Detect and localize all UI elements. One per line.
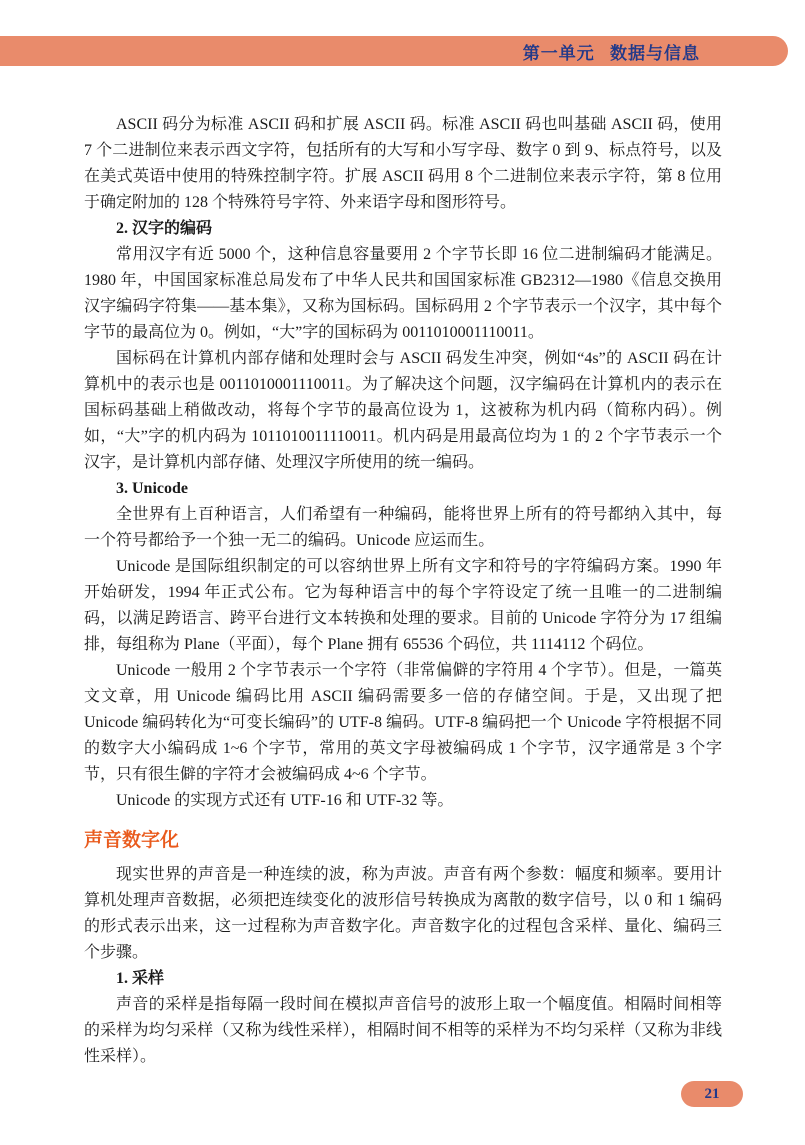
unit-label: 第一单元 <box>522 43 595 63</box>
unit-title: 数据与信息 <box>610 43 700 63</box>
paragraph-machine-code: 国标码在计算机内部存储和处理时会与 ASCII 码发生冲突，例如“4s”的 ASCII 码在计算机中的表示也是 0011010001110011。为了解决这个问题，汉字编码在计算机内的表示在国标码基础上稍做改动，将每个字节的最高位设为 1，这被称为机内码（简称内码）。例如，“大”字的机内码为 1011010011110011。机内码是用最高位均为 1 的 2 个字节表示一个汉字，是计算机内部存储、处理汉字所使用的统一编码。 <box>84 350 722 471</box>
unit-header-title <box>523 39 700 64</box>
paragraph-unicode-planes: Unicode 是国际组织制定的可以容纳世界上所有文字和符号的字符编码方案。1990 年开始研发，1994 年正式公布。它为每种语言中的每个字符设定了统一且唯一的二进制编码，以满足跨语言、跨平台进行文本转换和处理的要求。目前的 Unicode 字符分为 17 组编排，每组称为 Plane（平面），每个 Plane 拥有 65536 个码位，共 1114112 个码位。 <box>84 558 722 653</box>
paragraph-gb2312: 常用汉字有近 5000 个，这种信息容量要用 2 个字节长即 16 位二进制编码才能满足。1980 年，中国国家标准总局发布了中华人民共和国国家标准 GB2312—1980《信息交换用汉字编码字符集——基本集》，又称为国标码。国标码用 2 个字节表示一个汉字，其中每个字节的最高位为 0。例如，“大”字的国标码为 0011010001110011。 <box>84 246 722 341</box>
page-number-badge <box>681 1081 743 1107</box>
paragraph-utf16-utf32: Unicode 的实现方式还有 UTF-16 和 UTF-32 等。 <box>116 792 454 809</box>
paragraph-ascii-codes: ASCII 码分为标准 ASCII 码和扩展 ASCII 码。标准 ASCII 码也叫基础 ASCII 码，使用 7 个二进制位来表示西文字符，包括所有的大写和小写字母、数字 0 到 9、标点符号，以及在美式英语中使用的特殊控制字符。扩展 ASCII 码用 8 个二进制位来表示字符，第 8 位用于确定附加的 128 个特殊符号字符、外来语字母和图形符号。 <box>84 116 722 211</box>
paragraph-utf8: Unicode 一般用 2 个字节表示一个字符（非常偏僻的字符用 4 个字节）。但是，一篇英文文章，用 Unicode 编码比用 ASCII 编码需要多一倍的存储空间。于是，又出现了把 Unicode 编码转化为“可变长编码”的 UTF-8 编码。UTF-8 编码把一个 Unicode 字符根据不同的数字大小编码成 1~6 个字节，常用的英文字母被编码成 1 个字节，汉字通常是 3 个字节，只有很生僻的字符才会被编码成 4~6 个字节。 <box>84 662 722 783</box>
subheading-chinese-encoding: 2. 汉字的编码 <box>116 220 213 237</box>
subheading-sampling: 1. 采样 <box>116 970 165 987</box>
paragraph-unicode-intro: 全世界有上百种语言，人们希望有一种编码，能将世界上所有的符号都纳入其中，每一个符号都给予一个独一无二的编码。Unicode 应运而生。 <box>84 506 722 549</box>
unit-header-bar <box>0 36 788 66</box>
section-title-sound-digitization: 声音数字化 <box>84 830 180 851</box>
page-content <box>84 112 722 1070</box>
subheading-unicode: 3. Unicode <box>116 480 188 497</box>
page-number: 21 <box>704 1085 720 1102</box>
paragraph-sound-digitization: 现实世界的声音是一种连续的波，称为声波。声音有两个参数：幅度和频率。要用计算机处理声音数据，必须把连续变化的波形信号转换成为离散的数字信号，以 0 和 1 编码的形式表示出来，这一过程称为声音数字化。声音数字化的过程包含采样、量化、编码三个步骤。 <box>84 866 722 961</box>
paragraph-sampling: 声音的采样是指每隔一段时间在模拟声音信号的波形上取一个幅度值。相隔时间相等的采样为均匀采样（又称为线性采样），相隔时间不相等的采样为不均匀采样（又称为非线性采样）。 <box>84 996 722 1065</box>
